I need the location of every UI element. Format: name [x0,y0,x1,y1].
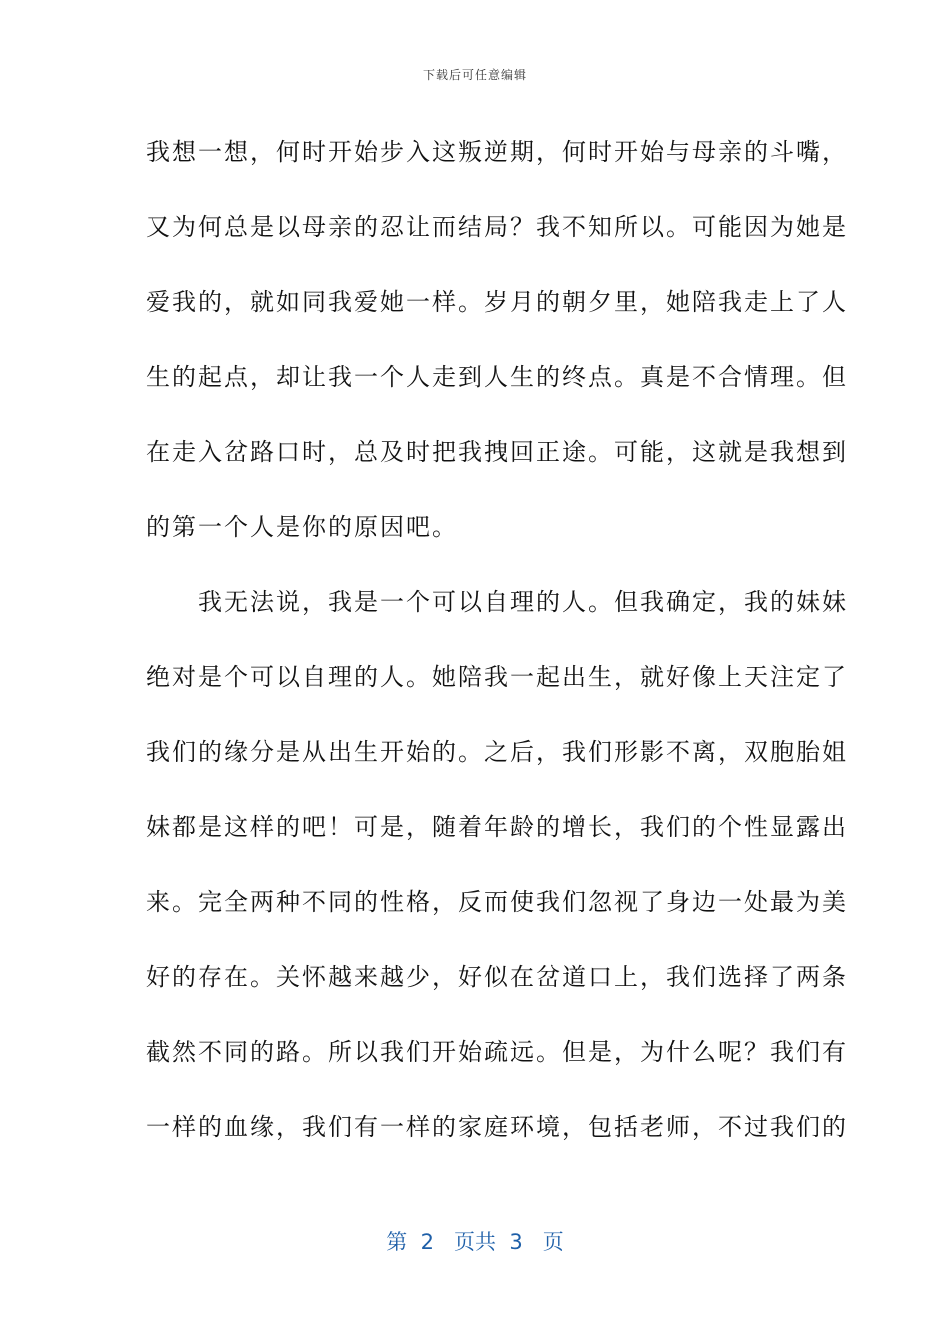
body-line: 来。完全两种不同的性格，反而使我们忽视了身边一处最为美 [146,888,848,916]
body-line: 妹都是这样的吧！可是，随着年龄的增长，我们的个性显露出 [146,813,848,841]
body-line: 我们的缘分是从出生开始的。之后，我们形影不离，双胞胎姐 [146,738,848,766]
page-header-note: 下载后可任意编辑 [422,68,527,82]
body-line: 爱我的，就如同我爱她一样。岁月的朝夕里，她陪我走上了人 [146,288,848,316]
body-line: 一样的血缘，我们有一样的家庭环境，包括老师，不过我们的 [146,1113,848,1141]
body-line: 我想一想，何时开始步入这叛逆期，何时开始与母亲的斗嘴， [146,138,848,166]
page-number-footer: 第 2 页共 3 页 [386,1230,564,1254]
body-line: 又为何总是以母亲的忍让而结局？我不知所以。可能因为她是 [146,213,848,241]
body-line: 生的起点，却让我一个人走到人生的终点。真是不合情理。但 [146,363,848,391]
body-line: 在走入岔路口时，总及时把我拽回正途。可能，这就是我想到 [146,438,848,466]
body-line: 截然不同的路。所以我们开始疏远。但是，为什么呢？我们有 [146,1038,848,1066]
body-line: 我无法说，我是一个可以自理的人。但我确定，我的妹妹 [146,588,848,616]
body-line: 绝对是个可以自理的人。她陪我一起出生，就好像上天注定了 [146,663,848,691]
body-line: 的第一个人是你的原因吧。 [146,513,458,541]
body-line: 好的存在。关怀越来越少，好似在岔道口上，我们选择了两条 [146,963,848,991]
